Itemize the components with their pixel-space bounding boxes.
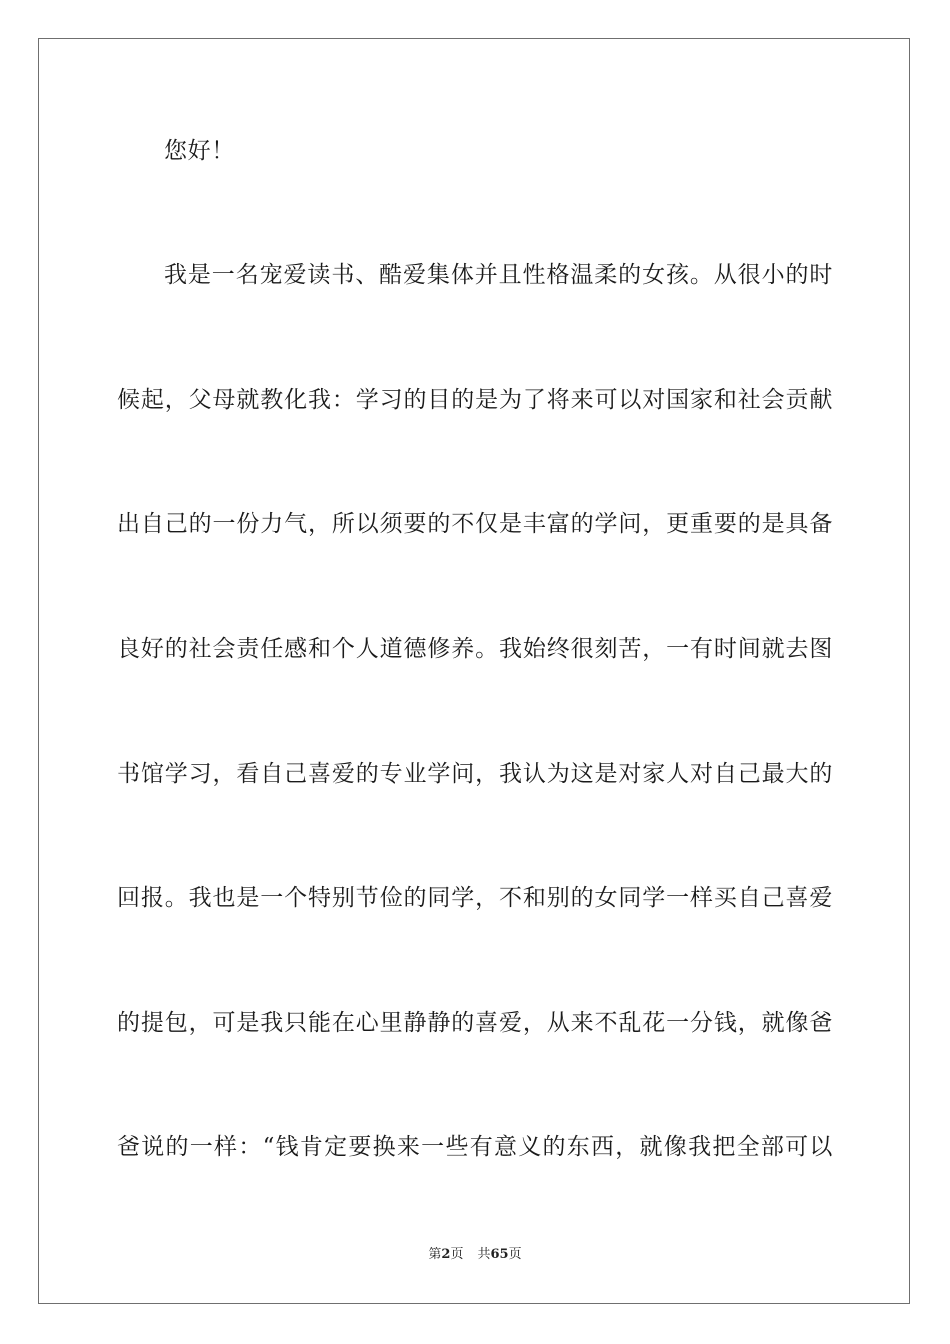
greeting: 您好！ [164,138,235,164]
footer-total-pages: 65 [490,1247,509,1262]
page-footer [0,1246,950,1264]
body-line-2: 候起，父母就教化我：学习的目的是为了将来可以对国家和社会贡献 [117,387,833,413]
body-line-8: 爸说的一样：“钱肯定要换来一些有意义的东西，就像我把全部可以 [117,1134,833,1160]
body-line-3: 出自己的一份力气，所以须要的不仅是丰富的学问，更重要的是具备 [117,511,833,537]
body-line-1: 我是一名宠爱读书、酷爱集体并且性格温柔的女孩。从很小的时 [164,262,833,288]
footer-total-suffix: 页 [508,1247,522,1262]
footer-total-prefix: 共 [477,1247,491,1262]
body-line-4: 良好的社会责任感和个人道德修养。我始终很刻苦，一有时间就去图 [117,636,833,662]
body-line-6: 回报。我也是一个特别节俭的同学，不和别的女同学一样买自己喜爱 [117,885,833,911]
body-line-7: 的提包，可是我只能在心里静静的喜爱，从来不乱花一分钱，就像爸 [117,1010,833,1036]
footer-page-suffix: 页 [450,1247,464,1262]
footer-page-prefix: 第 [428,1247,442,1262]
footer-page-number: 2 [441,1247,451,1262]
body-line-5: 书馆学习，看自己喜爱的专业学问，我认为这是对家人对自己最大的 [117,761,833,787]
page-frame [38,38,910,1304]
